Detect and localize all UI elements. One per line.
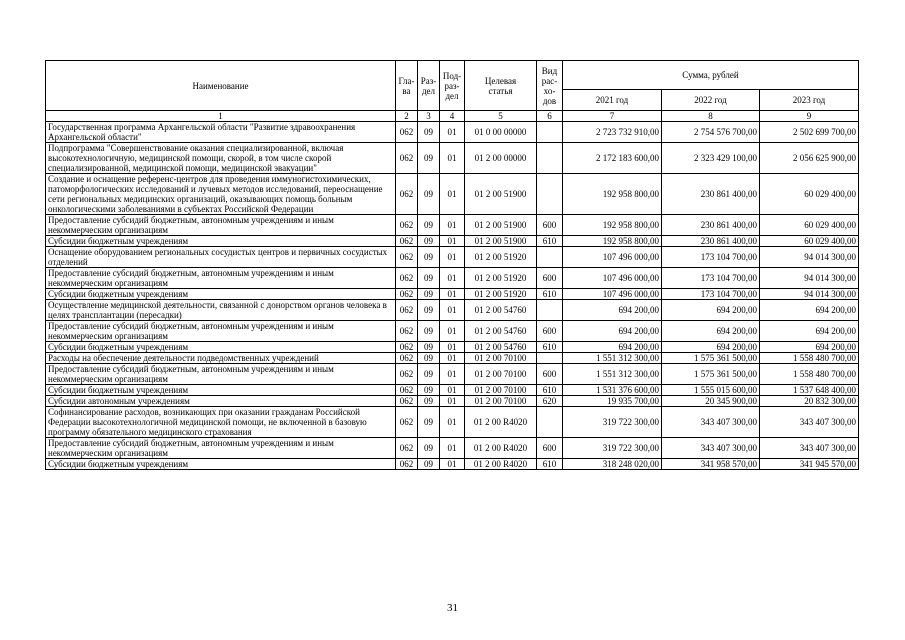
row-glava: 062 (396, 321, 418, 342)
row-target: 01 2 00 51900 (465, 215, 537, 236)
row-razdel: 09 (418, 459, 440, 470)
row-podrazdel: 01 (440, 289, 465, 300)
column-numbers-row (46, 111, 859, 122)
row-sum-2023: 1 558 480 700,00 (760, 353, 859, 364)
row-sum-2021: 107 496 000,00 (563, 289, 662, 300)
row-vid (537, 300, 563, 321)
row-sum-2022: 20 345 900,00 (662, 396, 760, 407)
row-razdel: 09 (418, 385, 440, 396)
row-vid (537, 174, 563, 215)
row-sum-2023: 694 200,00 (760, 342, 859, 353)
row-podrazdel: 01 (440, 321, 465, 342)
row-sum-2022: 343 407 300,00 (662, 407, 760, 438)
row-sum-2022: 694 200,00 (662, 300, 760, 321)
row-razdel: 09 (418, 289, 440, 300)
row-sum-2022: 341 958 570,00 (662, 459, 760, 470)
row-glava: 062 (396, 236, 418, 247)
page-number: 31 (447, 602, 458, 614)
row-sum-2022: 1 575 361 500,00 (662, 364, 760, 385)
row-sum-2021: 192 958 800,00 (563, 236, 662, 247)
row-target: 01 2 00 R4020 (465, 459, 537, 470)
row-vid: 600 (537, 321, 563, 342)
row-sum-2023: 60 029 400,00 (760, 174, 859, 215)
column-number: 4 (440, 111, 465, 122)
row-name: Государственная программа Архангельской области "Развитие здравоохранения Архангельской области" (46, 122, 396, 143)
row-razdel: 09 (418, 342, 440, 353)
table-row (46, 300, 859, 321)
row-podrazdel: 01 (440, 396, 465, 407)
column-number: 1 (46, 111, 396, 122)
row-sum-2022: 230 861 400,00 (662, 174, 760, 215)
row-sum-2021: 1 531 376 600,00 (563, 385, 662, 396)
row-sum-2023: 94 014 300,00 (760, 289, 859, 300)
row-target: 01 2 00 51920 (465, 268, 537, 289)
table-body (46, 122, 859, 470)
row-razdel: 09 (418, 174, 440, 215)
row-glava: 062 (396, 289, 418, 300)
row-vid (537, 122, 563, 143)
row-razdel: 09 (418, 143, 440, 174)
row-podrazdel: 01 (440, 236, 465, 247)
row-sum-2021: 1 551 312 300,00 (563, 364, 662, 385)
row-sum-2022: 343 407 300,00 (662, 438, 760, 459)
row-target: 01 2 00 54760 (465, 342, 537, 353)
table-row (46, 407, 859, 438)
table-row (46, 342, 859, 353)
row-sum-2022: 694 200,00 (662, 342, 760, 353)
table-row (46, 122, 859, 143)
row-sum-2021: 694 200,00 (563, 321, 662, 342)
row-sum-2023: 2 056 625 900,00 (760, 143, 859, 174)
row-name: Предоставление субсидий бюджетным, автономным учреждениям и иным некоммерческим организациям (46, 364, 396, 385)
row-name: Субсидии бюджетным учреждениям (46, 459, 396, 470)
row-glava: 062 (396, 459, 418, 470)
column-number: 5 (465, 111, 537, 122)
header-2023: 2023 год (760, 90, 859, 111)
table-row (46, 364, 859, 385)
table-row (46, 396, 859, 407)
row-razdel: 09 (418, 438, 440, 459)
row-razdel: 09 (418, 300, 440, 321)
row-vid: 610 (537, 385, 563, 396)
row-sum-2021: 694 200,00 (563, 300, 662, 321)
header-podrazdel: Под- раз- дел (440, 61, 465, 111)
row-vid: 620 (537, 396, 563, 407)
row-razdel: 09 (418, 268, 440, 289)
row-sum-2021: 107 496 000,00 (563, 268, 662, 289)
row-sum-2023: 341 945 570,00 (760, 459, 859, 470)
row-vid (537, 353, 563, 364)
row-podrazdel: 01 (440, 407, 465, 438)
header-razdel: Раз- дел (418, 61, 440, 111)
column-number: 3 (418, 111, 440, 122)
row-target: 01 2 00 51920 (465, 247, 537, 268)
row-razdel: 09 (418, 353, 440, 364)
row-sum-2022: 173 104 700,00 (662, 247, 760, 268)
row-razdel: 09 (418, 236, 440, 247)
header-2021: 2021 год (563, 90, 662, 111)
row-sum-2022: 694 200,00 (662, 321, 760, 342)
header-sum: Сумма, рублей (563, 61, 859, 90)
row-sum-2021: 694 200,00 (563, 342, 662, 353)
row-razdel: 09 (418, 321, 440, 342)
header-target: Целевая статья (465, 61, 537, 111)
budget-table (45, 60, 859, 470)
column-number: 9 (760, 111, 859, 122)
row-glava: 062 (396, 353, 418, 364)
row-podrazdel: 01 (440, 342, 465, 353)
row-glava: 062 (396, 407, 418, 438)
row-vid (537, 407, 563, 438)
row-name: Создание и оснащение референс-центров для проведения иммуногистохимических, патоморфологических исследований и лучевых методов исследований, переоснащение сети региональных медицинских организаций, оказывающих помощь больным онкологическими заболеваниями в субъектах Российской Федерации (46, 174, 396, 215)
row-glava: 062 (396, 438, 418, 459)
column-number: 2 (396, 111, 418, 122)
row-glava: 062 (396, 300, 418, 321)
row-glava: 062 (396, 396, 418, 407)
row-sum-2023: 2 502 699 700,00 (760, 122, 859, 143)
row-razdel: 09 (418, 364, 440, 385)
table-row (46, 215, 859, 236)
row-vid: 610 (537, 236, 563, 247)
row-podrazdel: 01 (440, 215, 465, 236)
row-podrazdel: 01 (440, 122, 465, 143)
row-sum-2023: 60 029 400,00 (760, 236, 859, 247)
row-glava: 062 (396, 143, 418, 174)
row-podrazdel: 01 (440, 364, 465, 385)
row-sum-2022: 2 323 429 100,00 (662, 143, 760, 174)
row-podrazdel: 01 (440, 459, 465, 470)
row-vid: 600 (537, 215, 563, 236)
row-sum-2023: 20 832 300,00 (760, 396, 859, 407)
row-target: 01 2 00 70100 (465, 364, 537, 385)
header-2022: 2022 год (662, 90, 760, 111)
row-sum-2023: 60 029 400,00 (760, 215, 859, 236)
table-row (46, 321, 859, 342)
row-name: Предоставление субсидий бюджетным, автономным учреждениям и иным некоммерческим организациям (46, 321, 396, 342)
row-name: Предоставление субсидий бюджетным, автономным учреждениям и иным некоммерческим организациям (46, 438, 396, 459)
row-razdel: 09 (418, 407, 440, 438)
row-name: Расходы на обеспечение деятельности подведомственных учреждений (46, 353, 396, 364)
row-sum-2022: 1 575 361 500,00 (662, 353, 760, 364)
row-vid: 610 (537, 289, 563, 300)
row-sum-2023: 343 407 300,00 (760, 407, 859, 438)
row-name: Софинансирование расходов, возникающих при оказании гражданам Российской Федерации высокотехнологичной медицинской помощи, не включенной в базовую программу обязательного медицинского страхования (46, 407, 396, 438)
row-target: 01 2 00 51900 (465, 236, 537, 247)
column-number: 7 (563, 111, 662, 122)
row-sum-2023: 343 407 300,00 (760, 438, 859, 459)
row-glava: 062 (396, 364, 418, 385)
column-number: 6 (537, 111, 563, 122)
table-row (46, 438, 859, 459)
row-razdel: 09 (418, 122, 440, 143)
row-name: Субсидии автономным учреждениям (46, 396, 396, 407)
row-podrazdel: 01 (440, 385, 465, 396)
row-vid: 610 (537, 342, 563, 353)
table-row (46, 236, 859, 247)
row-sum-2022: 230 861 400,00 (662, 236, 760, 247)
header-glava: Гла- ва (396, 61, 418, 111)
row-sum-2021: 319 722 300,00 (563, 438, 662, 459)
row-sum-2022: 173 104 700,00 (662, 268, 760, 289)
row-target: 01 2 00 00000 (465, 143, 537, 174)
row-podrazdel: 01 (440, 143, 465, 174)
row-name: Оснащение оборудованием региональных сосудистых центров и первичных сосудистых отделений (46, 247, 396, 268)
table-row (46, 289, 859, 300)
row-target: 01 2 00 54760 (465, 321, 537, 342)
row-sum-2023: 94 014 300,00 (760, 247, 859, 268)
row-name: Предоставление субсидий бюджетным, автономным учреждениям и иным некоммерческим организациям (46, 268, 396, 289)
row-sum-2021: 19 935 700,00 (563, 396, 662, 407)
header-vid: Вид рас- хо- дов (537, 61, 563, 111)
row-target: 01 2 00 51900 (465, 174, 537, 215)
row-podrazdel: 01 (440, 438, 465, 459)
table-row (46, 268, 859, 289)
row-glava: 062 (396, 174, 418, 215)
table-row (46, 385, 859, 396)
table-row (46, 459, 859, 470)
row-sum-2021: 2 723 732 910,00 (563, 122, 662, 143)
row-razdel: 09 (418, 396, 440, 407)
table-row (46, 143, 859, 174)
row-glava: 062 (396, 342, 418, 353)
row-sum-2022: 173 104 700,00 (662, 289, 760, 300)
row-vid: 600 (537, 438, 563, 459)
table-row (46, 174, 859, 215)
row-target: 01 0 00 00000 (465, 122, 537, 143)
row-sum-2021: 192 958 800,00 (563, 215, 662, 236)
row-sum-2023: 94 014 300,00 (760, 268, 859, 289)
header-name: Наименование (46, 61, 396, 111)
row-podrazdel: 01 (440, 268, 465, 289)
row-target: 01 2 00 R4020 (465, 438, 537, 459)
row-sum-2023: 694 200,00 (760, 321, 859, 342)
row-sum-2022: 1 555 015 600,00 (662, 385, 760, 396)
row-vid: 600 (537, 268, 563, 289)
row-sum-2021: 318 248 020,00 (563, 459, 662, 470)
row-podrazdel: 01 (440, 300, 465, 321)
row-glava: 062 (396, 247, 418, 268)
row-glava: 062 (396, 385, 418, 396)
row-name: Предоставление субсидий бюджетным, автономным учреждениям и иным некоммерческим организациям (46, 215, 396, 236)
row-name: Подпрограмма "Совершенствование оказания специализированной, включая высокотехнологичную, медицинской помощи, скорой, в том числе скорой специализированной, медицинской помощи, медицинской эвакуации" (46, 143, 396, 174)
row-glava: 062 (396, 122, 418, 143)
row-target: 01 2 00 54760 (465, 300, 537, 321)
row-glava: 062 (396, 215, 418, 236)
row-vid (537, 143, 563, 174)
row-podrazdel: 01 (440, 353, 465, 364)
table-row (46, 353, 859, 364)
row-sum-2022: 2 754 576 700,00 (662, 122, 760, 143)
row-sum-2023: 1 558 480 700,00 (760, 364, 859, 385)
column-number: 8 (662, 111, 760, 122)
row-name: Субсидии бюджетным учреждениям (46, 342, 396, 353)
row-name: Субсидии бюджетным учреждениям (46, 289, 396, 300)
row-target: 01 2 00 70100 (465, 385, 537, 396)
row-sum-2021: 319 722 300,00 (563, 407, 662, 438)
row-sum-2021: 192 958 800,00 (563, 174, 662, 215)
row-sum-2021: 1 551 312 300,00 (563, 353, 662, 364)
row-target: 01 2 00 R4020 (465, 407, 537, 438)
row-vid (537, 247, 563, 268)
row-podrazdel: 01 (440, 247, 465, 268)
row-razdel: 09 (418, 215, 440, 236)
row-name: Субсидии бюджетным учреждениям (46, 385, 396, 396)
table-row (46, 247, 859, 268)
row-sum-2023: 1 537 648 400,00 (760, 385, 859, 396)
row-glava: 062 (396, 268, 418, 289)
row-target: 01 2 00 70100 (465, 353, 537, 364)
row-sum-2021: 107 496 000,00 (563, 247, 662, 268)
row-vid: 610 (537, 459, 563, 470)
row-target: 01 2 00 70100 (465, 396, 537, 407)
row-podrazdel: 01 (440, 174, 465, 215)
row-sum-2023: 694 200,00 (760, 300, 859, 321)
row-name: Осуществление медицинской деятельности, связанной с донорством органов человека в целях трансплантации (пересадки) (46, 300, 396, 321)
row-sum-2022: 230 861 400,00 (662, 215, 760, 236)
row-sum-2021: 2 172 183 600,00 (563, 143, 662, 174)
row-name: Субсидии бюджетным учреждениям (46, 236, 396, 247)
row-razdel: 09 (418, 247, 440, 268)
row-target: 01 2 00 51920 (465, 289, 537, 300)
row-vid: 600 (537, 364, 563, 385)
